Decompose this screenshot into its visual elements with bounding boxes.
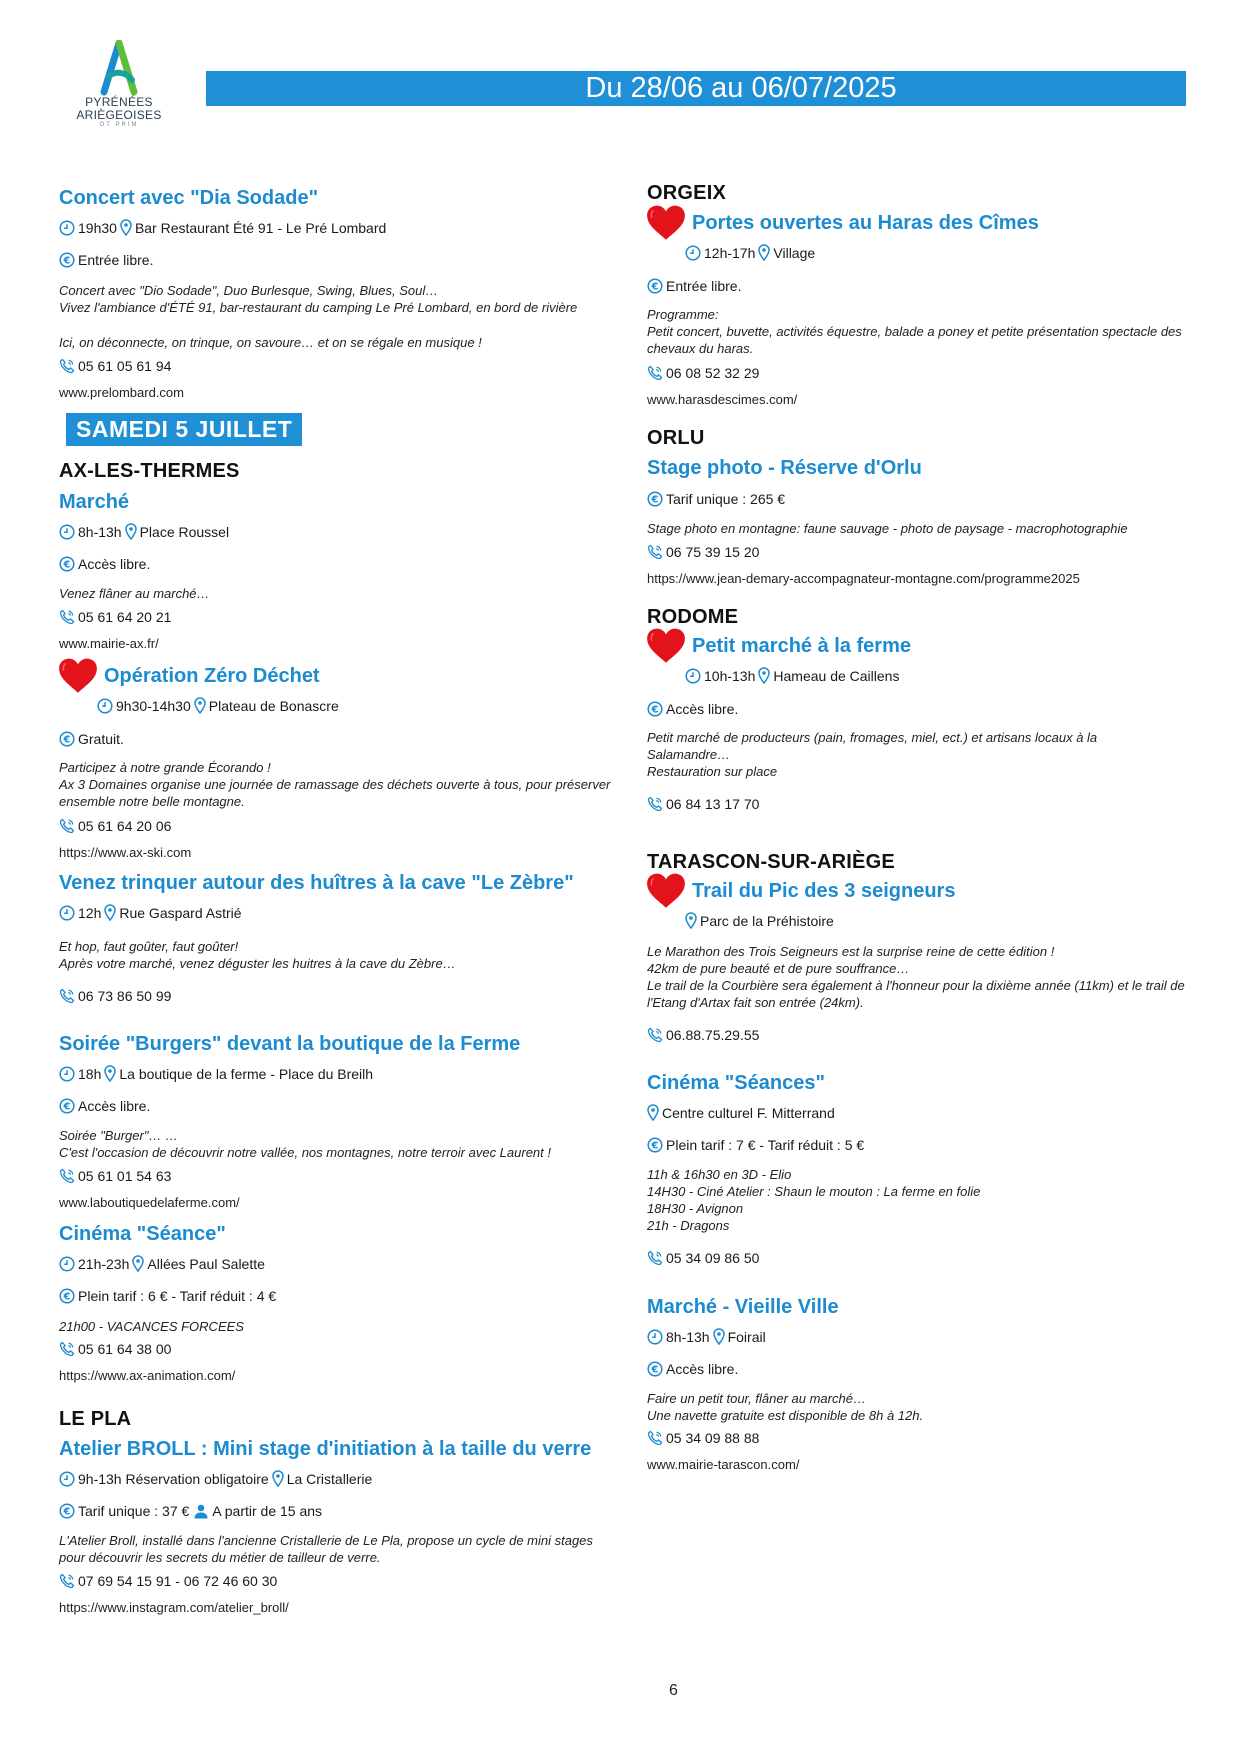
- phone-icon: [647, 1250, 663, 1266]
- clock-icon: [59, 1066, 75, 1082]
- event-price-text: Plein tarif : 7 € - Tarif réduit : 5 €: [666, 1137, 865, 1153]
- showtime-line: 14H30 - Ciné Atelier : Shaun le mouton : La ferme en folie: [647, 1184, 981, 1199]
- clock-icon: [59, 220, 75, 236]
- phone-number[interactable]: 05 61 05 61 94: [78, 358, 172, 374]
- event-price-text: Entrée libre.: [78, 252, 154, 268]
- event-title[interactable]: Venez trinquer autour des huîtres à la cave "Le Zèbre": [59, 872, 574, 894]
- location-pin-icon: [104, 904, 116, 921]
- event-price-text: Accès libre.: [666, 701, 739, 717]
- showtime-line: 21h - Dragons: [647, 1218, 730, 1233]
- event-description: Stage photo en montagne: faune sauvage - photo de paysage - macrophotographie: [647, 521, 1128, 536]
- logo-text-line1: PYRÉNÉES: [85, 95, 153, 109]
- event-website-link[interactable]: www.laboutiquedelaferme.com/: [59, 1195, 240, 1210]
- event-description: L'Atelier Broll, installé dans l'ancienne Cristallerie de Le Pla, propose un cycle de mini stages pour découvrir les secrets du métier de tailleur de verre.: [59, 1533, 593, 1565]
- clock-icon: [97, 698, 113, 714]
- event-time: 9h30-14h30: [116, 697, 191, 714]
- phone-icon: [59, 609, 75, 625]
- event-price: [59, 1098, 150, 1114]
- logo-text-line3: OT PRIM: [99, 122, 139, 128]
- event-time-place: [59, 219, 386, 236]
- event-phone: [59, 609, 171, 625]
- event-website-link[interactable]: https://www.ax-animation.com/: [59, 1368, 236, 1383]
- event-description: Après votre marché, venez déguster les huitres à la cave du Zèbre…: [59, 956, 456, 971]
- town-heading: TARASCON-SUR-ARIÈGE: [647, 851, 895, 873]
- event-phone: [647, 1027, 759, 1043]
- event-description: Venez flâner au marché…: [59, 586, 210, 601]
- event-description: Restauration sur place: [647, 764, 778, 779]
- event-place: Parc de la Préhistoire: [700, 912, 834, 929]
- event-price: [647, 701, 738, 717]
- phone-number[interactable]: 05 61 01 54 63: [78, 1168, 172, 1184]
- phone-icon: [59, 1573, 75, 1589]
- event-phone: [59, 818, 171, 834]
- event-time-place: [685, 667, 899, 684]
- event-price-text: Plein tarif : 6 € - Tarif réduit : 4 €: [78, 1288, 277, 1304]
- phone-number[interactable]: 06 84 13 17 70: [666, 796, 760, 812]
- event-time: 9h-13h Réservation obligatoire: [78, 1470, 269, 1487]
- location-pin-icon: [194, 697, 206, 714]
- euro-icon: [647, 1137, 663, 1153]
- event-title[interactable]: Cinéma "Séance": [59, 1223, 226, 1245]
- event-price-text: Accès libre.: [78, 556, 151, 572]
- location-pin-icon: [272, 1470, 284, 1487]
- location-pin-icon: [758, 244, 770, 261]
- phone-icon: [59, 818, 75, 834]
- day-heading: SAMEDI 5 JUILLET: [66, 413, 302, 446]
- event-title[interactable]: Portes ouvertes au Haras des Cîmes: [692, 212, 1039, 234]
- event-price-text: Entrée libre.: [666, 278, 742, 294]
- event-price: [647, 491, 785, 507]
- event-title[interactable]: Marché - Vieille Ville: [647, 1296, 839, 1318]
- event-time-place: [97, 697, 339, 714]
- phone-icon: [647, 544, 663, 560]
- town-heading: ORLU: [647, 427, 705, 449]
- event-place-row: [685, 912, 834, 929]
- brand-logo: [74, 40, 164, 128]
- phone-icon: [647, 796, 663, 812]
- event-phone: [59, 1168, 171, 1184]
- event-time-place: [59, 904, 242, 921]
- event-place: Plateau de Bonascre: [208, 697, 339, 714]
- event-phone: [59, 1341, 171, 1357]
- event-place: Rue Gaspard Astrié: [119, 904, 242, 921]
- event-description: Le Marathon des Trois Seigneurs est la surprise reine de cette édition !: [647, 944, 1055, 959]
- event-description: Ici, on déconnecte, on trinque, on savoure… et on se régale en musique !: [59, 335, 482, 350]
- logo-text-line2: ARIÈGEOISES: [76, 108, 162, 122]
- heart-icon: [645, 872, 687, 910]
- event-phone: [647, 1430, 759, 1446]
- event-time-place: [685, 244, 815, 261]
- event-price-text: Tarif unique : 265 €: [666, 491, 786, 507]
- event-description: Programme:: [647, 307, 719, 322]
- location-pin-icon: [758, 667, 770, 684]
- showtime-line: 18H30 - Avignon: [647, 1201, 744, 1216]
- phone-number[interactable]: 05 61 64 20 21: [78, 609, 172, 625]
- event-price: [647, 1361, 738, 1377]
- showtime-line: 11h & 16h30 en 3D - Elio: [647, 1167, 792, 1182]
- event-place: Centre culturel F. Mitterrand: [662, 1104, 835, 1121]
- town-heading: AX-LES-THERMES: [59, 460, 240, 482]
- euro-icon: [647, 278, 663, 294]
- event-website-link[interactable]: www.mairie-tarascon.com/: [647, 1457, 800, 1472]
- event-description: Petit concert, buvette, activités équestre, balade a poney et petite présentation spectacle des chevaux du haras.: [647, 324, 1182, 356]
- event-description: Vivez l'ambiance d'ÉTÉ 91, bar-restaurant du camping Le Pré Lombard, en bord de rivière: [59, 300, 578, 315]
- event-description: Ax 3 Domaines organise une journée de ramassage des déchets ouverte à tous, pour préserver ensemble notre belle montagne.: [59, 777, 611, 809]
- event-price-text: Accès libre.: [78, 1098, 151, 1114]
- event-price: [647, 1137, 864, 1153]
- date-banner: Du 28/06 au 06/07/2025: [206, 71, 1186, 106]
- euro-icon: [59, 556, 75, 572]
- event-phone: [647, 1250, 759, 1266]
- event-time-place: [647, 1328, 766, 1345]
- phone-number[interactable]: 05 61 64 38 00: [78, 1341, 172, 1357]
- event-description: Une navette gratuite est disponible de 8h à 12h.: [647, 1408, 924, 1423]
- event-price: [647, 278, 741, 294]
- event-place: Place Roussel: [139, 523, 230, 540]
- location-pin-icon: [120, 219, 132, 236]
- event-description: 42km de pure beauté et de pure souffrance…: [647, 961, 910, 976]
- clock-icon: [59, 905, 75, 921]
- heart-icon: [57, 657, 99, 695]
- clock-icon: [685, 668, 701, 684]
- event-time: 8h-13h: [666, 1328, 710, 1345]
- event-website-link[interactable]: www.mairie-ax.fr/: [59, 636, 159, 651]
- euro-icon: [59, 1503, 75, 1519]
- phone-icon: [647, 1027, 663, 1043]
- event-place: La boutique de la ferme - Place du Breilh: [119, 1065, 374, 1082]
- event-title[interactable]: Cinéma "Séances": [647, 1072, 825, 1094]
- location-pin-icon: [713, 1328, 725, 1345]
- event-price: [59, 556, 150, 572]
- phone-icon: [647, 1430, 663, 1446]
- event-time: 21h-23h: [78, 1255, 130, 1272]
- event-place-row: [647, 1104, 835, 1121]
- euro-icon: [59, 1098, 75, 1114]
- euro-icon: [59, 252, 75, 268]
- event-place: Bar Restaurant Été 91 - Le Pré Lombard: [134, 219, 387, 236]
- event-price: [59, 252, 153, 268]
- euro-icon: [647, 1361, 663, 1377]
- euro-icon: [59, 731, 75, 747]
- location-pin-icon: [125, 523, 137, 540]
- event-website-link[interactable]: https://www.ax-ski.com: [59, 845, 192, 860]
- phone-icon: [59, 988, 75, 1004]
- event-time-place: [59, 1255, 265, 1272]
- event-age: A partir de 15 ans: [212, 1503, 323, 1519]
- town-heading: RODOME: [647, 606, 739, 628]
- event-title[interactable]: Petit marché à la ferme: [692, 635, 911, 657]
- event-description: Et hop, faut goûter, faut goûter!: [59, 939, 239, 954]
- event-website-link[interactable]: https://www.instagram.com/atelier_broll/: [59, 1600, 289, 1615]
- event-phone: [647, 544, 759, 560]
- event-description: Participez à notre grande Écorando !: [59, 760, 271, 775]
- event-title[interactable]: Concert avec "Dia Sodade": [59, 187, 319, 209]
- logo-mark-icon: [97, 40, 141, 96]
- event-time: 12h: [78, 904, 102, 921]
- location-pin-icon: [647, 1104, 659, 1121]
- event-description: C'est l'occasion de découvrir notre vallée, nos montagnes, notre terroir avec Laurent !: [59, 1145, 552, 1160]
- heart-icon: [645, 627, 687, 665]
- event-time-place: [59, 523, 229, 540]
- euro-icon: [647, 701, 663, 717]
- phone-number[interactable]: 06.88.75.29.55: [666, 1027, 760, 1043]
- event-phone: [647, 365, 759, 381]
- event-price: [59, 1503, 322, 1519]
- heart-icon: [645, 204, 687, 242]
- event-time: 19h30: [78, 219, 117, 236]
- event-description: Soirée "Burger"… …: [59, 1128, 179, 1143]
- event-price-text: Accès libre.: [666, 1361, 739, 1377]
- event-phone: [59, 1573, 277, 1589]
- clock-icon: [647, 1329, 663, 1345]
- event-title[interactable]: Soirée "Burgers" devant la boutique de la Ferme: [59, 1033, 521, 1055]
- event-price-text: Tarif unique : 37 €: [78, 1503, 190, 1519]
- phone-number[interactable]: 05 34 09 88 88: [666, 1430, 760, 1446]
- event-description: Faire un petit tour, flâner au marché…: [647, 1391, 866, 1406]
- event-phone: [647, 796, 759, 812]
- event-time-place: [59, 1470, 372, 1487]
- event-description: Petit marché de producteurs (pain, fromages, miel, ect.) et artisans locaux à la Salamandre…: [647, 730, 1098, 762]
- event-place: La Cristallerie: [286, 1470, 373, 1487]
- phone-number[interactable]: 07 69 54 15 91 - 06 72 46 60 30: [78, 1573, 278, 1589]
- event-price-text: Gratuit.: [78, 731, 124, 747]
- event-time: 18h: [78, 1065, 102, 1082]
- event-description: Le trail de la Courbière sera également à l'honneur pour la dixième année (11km) et le trail de l'Etang d'Artax fait son entrée (24km).: [647, 978, 1185, 1010]
- event-title[interactable]: Trail du Pic des 3 seigneurs: [692, 880, 956, 902]
- event-description: Concert avec "Dio Sodade", Duo Burlesque, Swing, Blues, Soul…: [59, 283, 439, 298]
- event-website-link[interactable]: https://www.jean-demary-accompagnateur-montagne.com/programme2025: [647, 571, 1080, 586]
- event-title[interactable]: Atelier BROLL : Mini stage d'initiation à la taille du verre: [59, 1438, 592, 1460]
- event-place: Village: [773, 244, 816, 261]
- clock-icon: [59, 1471, 75, 1487]
- event-price: [59, 1288, 276, 1304]
- town-heading: ORGEIX: [647, 182, 726, 204]
- euro-icon: [59, 1288, 75, 1304]
- phone-number[interactable]: 06 73 86 50 99: [78, 988, 172, 1004]
- phone-icon: [647, 365, 663, 381]
- page-number: 6: [669, 1682, 678, 1699]
- event-place: Foirail: [727, 1328, 766, 1345]
- phone-icon: [59, 358, 75, 374]
- event-time-place: [59, 1065, 373, 1082]
- phone-number[interactable]: 05 34 09 86 50: [666, 1250, 760, 1266]
- phone-icon: [59, 1341, 75, 1357]
- event-time: 10h-13h: [704, 667, 756, 684]
- event-description: 21h00 - VACANCES FORCEES: [59, 1319, 244, 1334]
- location-pin-icon: [132, 1255, 144, 1272]
- event-title[interactable]: Marché: [59, 491, 130, 513]
- event-time: 8h-13h: [78, 523, 122, 540]
- event-title[interactable]: Stage photo - Réserve d'Orlu: [647, 457, 922, 479]
- euro-icon: [647, 491, 663, 507]
- location-pin-icon: [685, 912, 697, 929]
- event-price: [59, 731, 124, 747]
- phone-number[interactable]: 05 61 64 20 06: [78, 818, 172, 834]
- event-website-link[interactable]: www.prelombard.com: [59, 385, 184, 400]
- event-place: Allées Paul Salette: [147, 1255, 265, 1272]
- event-time: 12h-17h: [704, 244, 756, 261]
- event-title[interactable]: Opération Zéro Déchet: [104, 665, 320, 687]
- phone-number[interactable]: 06 08 52 32 29: [666, 365, 760, 381]
- location-pin-icon: [104, 1065, 116, 1082]
- event-place: Hameau de Caillens: [773, 667, 900, 684]
- clock-icon: [59, 524, 75, 540]
- event-website-link[interactable]: www.harasdescimes.com/: [647, 392, 798, 407]
- town-heading: LE PLA: [59, 1408, 132, 1430]
- phone-number[interactable]: 06 75 39 15 20: [666, 544, 760, 560]
- event-phone: [59, 358, 171, 374]
- person-icon: [193, 1503, 209, 1519]
- clock-icon: [59, 1256, 75, 1272]
- event-phone: [59, 988, 171, 1004]
- clock-icon: [685, 245, 701, 261]
- phone-icon: [59, 1168, 75, 1184]
